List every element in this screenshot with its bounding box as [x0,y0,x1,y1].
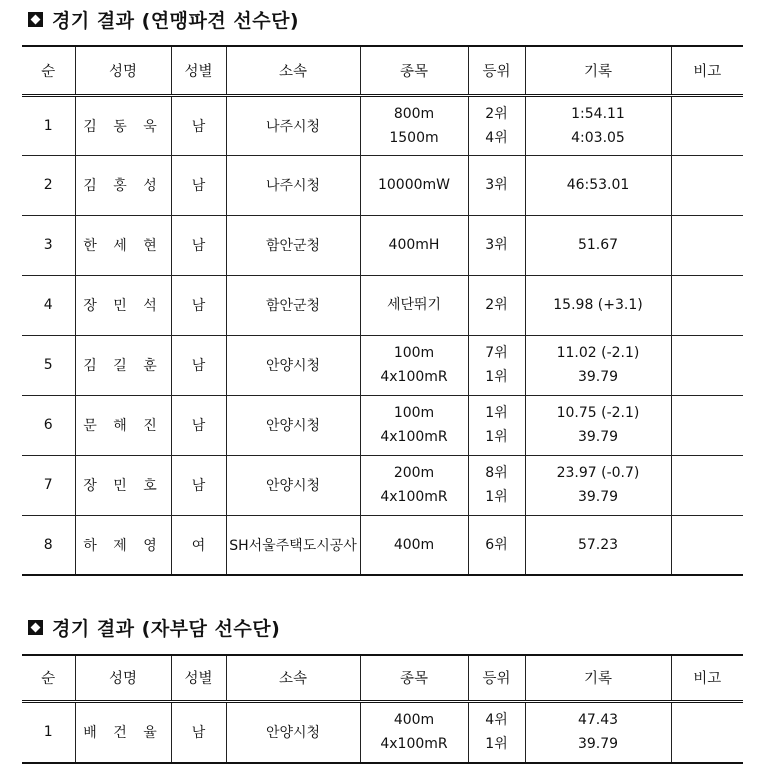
cell-record [525,515,671,575]
cell-record [525,701,671,763]
cell-record-line: 39.79 [577,489,619,505]
cell-rank-line: 3위 [485,237,508,253]
cell-record-line: 46:53.01 [566,177,630,193]
cell-record [525,215,671,275]
cell-event-line: 400mH [388,237,440,253]
cell-event-line: 1500m [389,129,439,146]
table-row [22,215,743,275]
cell-gender: 남 [171,395,226,455]
cell-record-line: 23.97 (-0.7) [556,465,640,481]
header-rank: 등위 [468,46,525,95]
cell-record-line: 57.23 [577,536,619,553]
cell-gender: 여 [171,515,226,575]
cell-team: 안양시청 [226,701,360,763]
header-note: 비고 [671,46,743,95]
cell-rank [468,701,525,763]
cell-name: 문 해 진 [75,395,171,455]
cell-rank [468,335,525,395]
diamond-box-icon [28,620,43,635]
cell-team: 나주시청 [226,155,360,215]
cell-rank [468,395,525,455]
cell-note [671,701,743,763]
cell-record [525,455,671,515]
cell-rank-line: 7위 [485,345,508,361]
cell-rank-line: 6위 [485,536,508,553]
cell-record-line: 39.79 [577,369,619,385]
cell-rank-line: 2위 [485,105,508,122]
header-gender: 성별 [171,46,226,95]
cell-no: 6 [22,395,75,455]
cell-event-line: 100m [393,405,435,421]
cell-rank-line: 1위 [485,489,508,505]
cell-record-line: 15.98 (+3.1) [553,297,643,313]
results-table-federation [22,45,743,576]
table-row [22,515,743,575]
cell-rank [468,95,525,155]
cell-rank-line: 3위 [485,177,508,193]
header-no: 순 [22,46,75,95]
cell-gender: 남 [171,275,226,335]
cell-note [671,515,743,575]
cell-event-line: 400m [393,536,435,553]
diamond-box-icon [28,12,43,27]
header-event: 종목 [360,655,468,701]
cell-no: 1 [22,701,75,763]
header-record: 기록 [525,46,671,95]
table-row [22,701,743,763]
cell-note [671,455,743,515]
cell-rank-line: 1위 [485,405,508,421]
cell-name: 김 동 욱 [75,95,171,155]
header-record: 기록 [525,655,671,701]
cell-name: 장 민 석 [75,275,171,335]
table-row [22,155,743,215]
cell-rank-line: 8위 [485,465,508,481]
cell-rank-line: 4위 [485,712,508,729]
cell-record [525,155,671,215]
table-row [22,95,743,155]
cell-team: 함안군청 [226,215,360,275]
cell-event [360,95,468,155]
cell-event-line: 세단뛰기 [386,297,442,313]
cell-gender: 남 [171,455,226,515]
cell-rank-line: 1위 [485,369,508,385]
cell-rank-line: 1위 [485,429,508,445]
cell-team: 나주시청 [226,95,360,155]
results-table-self-funded [22,654,743,764]
cell-rank [468,515,525,575]
header-name: 성명 [75,655,171,701]
cell-name: 배 건 율 [75,701,171,763]
cell-rank [468,215,525,275]
table-row [22,335,743,395]
cell-record-line: 51.67 [577,237,619,253]
cell-gender: 남 [171,95,226,155]
cell-event [360,215,468,275]
table-row [22,395,743,455]
cell-gender: 남 [171,155,226,215]
cell-rank [468,155,525,215]
cell-rank-line: 4위 [485,129,508,146]
cell-event [360,701,468,763]
cell-no: 1 [22,95,75,155]
cell-team: 안양시청 [226,455,360,515]
cell-name: 장 민 호 [75,455,171,515]
cell-no: 7 [22,455,75,515]
cell-event [360,395,468,455]
cell-record [525,395,671,455]
cell-event-line: 100m [393,345,435,361]
cell-rank-line: 2위 [485,297,508,313]
cell-note [671,95,743,155]
cell-record-line: 39.79 [577,736,619,753]
cell-note [671,155,743,215]
cell-no: 3 [22,215,75,275]
section1-title: 경기 결과 (연맹파견 선수단) [28,6,299,33]
cell-team: 함안군청 [226,275,360,335]
cell-record-line: 4:03.05 [571,129,625,146]
cell-note [671,215,743,275]
cell-event-line: 800m [393,105,435,122]
cell-record-line: 47.43 [577,712,619,729]
cell-name: 하 제 영 [75,515,171,575]
cell-event-line: 4x100mR [380,736,448,753]
cell-event-line: 200m [393,465,435,481]
table-row [22,275,743,335]
cell-gender: 남 [171,215,226,275]
cell-record-line: 11.02 (-2.1) [556,345,640,361]
cell-record-line: 10.75 (-2.1) [556,405,640,421]
cell-record-line: 39.79 [577,429,619,445]
cell-note [671,335,743,395]
cell-event-line: 4x100mR [380,489,448,505]
cell-name: 김 길 훈 [75,335,171,395]
cell-team: 안양시청 [226,335,360,395]
header-gender: 성별 [171,655,226,701]
cell-note [671,395,743,455]
cell-event [360,155,468,215]
cell-no: 8 [22,515,75,575]
cell-event [360,455,468,515]
header-event: 종목 [360,46,468,95]
section2-title: 경기 결과 (자부담 선수단) [28,614,280,641]
header-note: 비고 [671,655,743,701]
cell-record [525,95,671,155]
cell-no: 4 [22,275,75,335]
cell-name: 한 세 현 [75,215,171,275]
cell-name: 김 홍 성 [75,155,171,215]
table-row [22,455,743,515]
cell-event [360,515,468,575]
cell-event-line: 400m [393,712,435,729]
cell-team: SH서울주택도시공사 [226,515,360,575]
cell-event-line: 4x100mR [380,369,448,385]
cell-no: 2 [22,155,75,215]
cell-record [525,335,671,395]
cell-record-line: 1:54.11 [571,105,625,122]
cell-note [671,275,743,335]
cell-event-line: 4x100mR [380,429,448,445]
cell-record [525,275,671,335]
cell-rank-line: 1위 [485,736,508,753]
header-team: 소속 [226,46,360,95]
cell-event-line: 10000mW [377,177,451,193]
cell-event [360,275,468,335]
cell-gender: 남 [171,701,226,763]
header-rank: 등위 [468,655,525,701]
cell-team: 안양시청 [226,395,360,455]
header-team: 소속 [226,655,360,701]
header-name: 성명 [75,46,171,95]
cell-no: 5 [22,335,75,395]
cell-gender: 남 [171,335,226,395]
header-no: 순 [22,655,75,701]
cell-event [360,335,468,395]
cell-rank [468,455,525,515]
cell-rank [468,275,525,335]
